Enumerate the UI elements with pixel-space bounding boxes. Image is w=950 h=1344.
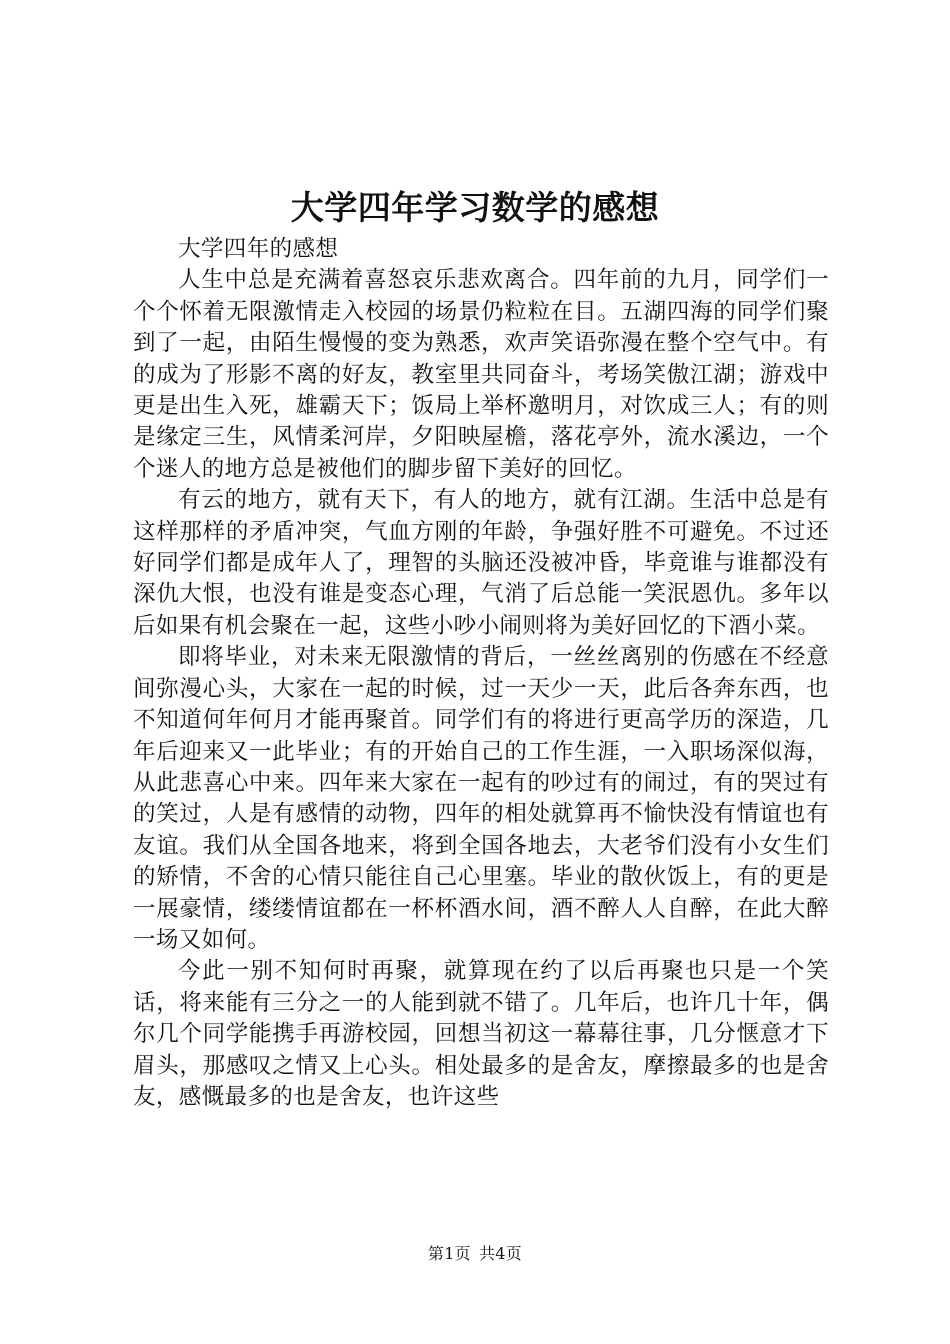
paragraph: 人生中总是充满着喜怒哀乐悲欢离合。四年前的九月，同学们一个个怀着无限激情走入校园的场景仍粒粒在目。五湖四海的同学们聚到了一起，由陌生慢慢的变为熟悉，欢声笑语弥漫在整个空气中。有的成为了形影不离的好友，教室里共同奋斗，考场笑傲江湖；游戏中更是出生入死，雄霸天下；饭局上举杯邀明月，对饮成三人；有的则是缘定三生，风情柔河岸，夕阳映屋檐，落花亭外，流水溪边，一个个迷人的地方总是被他们的脚步留下美好的回忆。 (133, 267, 829, 482)
document-body (133, 234, 829, 1113)
page-footer (0, 1243, 950, 1265)
paragraph: 有云的地方，就有天下，有人的地方，就有江湖。生活中总是有这样那样的矛盾冲突，气血方刚的年龄，争强好胜不可避免。不过还好同学们都是成年人了，理智的头脑还没被冲昏，毕竟谁与谁都没有深仇大恨，也没有谁是变态心理，气消了后总能一笑泯恩仇。多年以后如果有机会聚在一起，这些小吵小闹则将为美好回忆的下酒小菜。 (133, 487, 829, 639)
page-total: 共4页 (479, 1244, 523, 1263)
document-title: 大学四年学习数学的感想 (290, 188, 660, 227)
document-subtitle: 大学四年的感想 (178, 236, 339, 262)
page-number: 第1页 (427, 1244, 471, 1263)
paragraph: 即将毕业，对未来无限激情的背后，一丝丝离别的伤感在不经意间弥漫心头，大家在一起的时候，过一天少一天，此后各奔东西，也不知道何年何月才能再聚首。同学们有的将进行更高学历的深造，几年后迎来又一此毕业；有的开始自己的工作生涯，一入职场深似海，从此悲喜心中来。四年来大家在一起有的吵过有的闹过，有的哭过有的笑过，人是有感情的动物，四年的相处就算再不愉快没有情谊也有友谊。我们从全国各地来，将到全国各地去，大老爷们没有小女生们的矫情，不舍的心情只能往自己心里塞。毕业的散伙饭上，有的更是一展豪情，缕缕情谊都在一杯杯酒水间，酒不醉人人自醉，在此大醉一场又如何。 (133, 644, 829, 953)
paragraph: 今此一别不知何时再聚，就算现在约了以后再聚也只是一个笑话，将来能有三分之一的人能到就不错了。几年后，也许几十年，偶尔几个同学能携手再游校园，回想当初这一幕幕往事，几分惬意才下眉头，那感叹之情又上心头。相处最多的是舍友，摩擦最多的也是舍友，感慨最多的也是舍友，也许这些 (133, 958, 829, 1110)
